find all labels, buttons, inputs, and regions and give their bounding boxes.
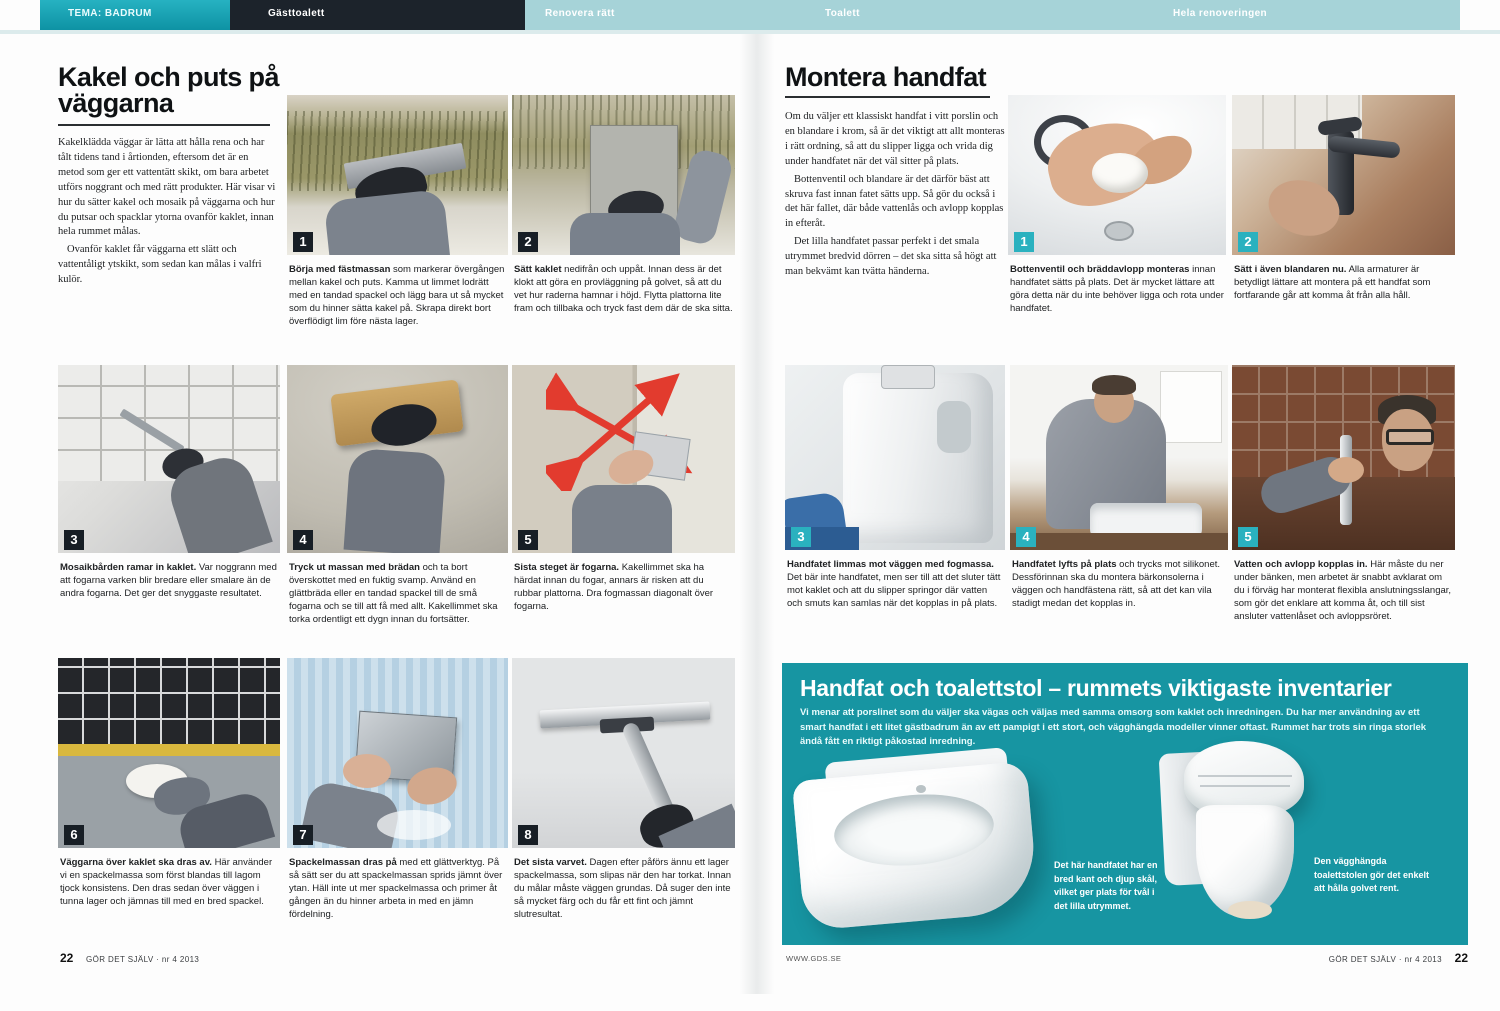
step-caption [289, 856, 506, 922]
step-caption-text: med ett glättverktyg. På så sätt ser du att spackelmassan sprids jämnt över ytan. Häll inte ut mer spackelmassa och primer åt gången än du hinner arbeta in med en jämn fördelning. [289, 857, 503, 921]
photo-sealant-canister [785, 365, 1005, 550]
step-card [287, 658, 508, 922]
step-number-badge: 1 [293, 232, 313, 252]
photo-skim-coat [287, 658, 508, 848]
tab-label: Renovera rätt [545, 8, 615, 19]
step-number-badge: 3 [791, 527, 811, 547]
hand-icon [343, 754, 391, 788]
intro-paragraph: Bottenventil och blandare är det därför bäst att skruva fast innan fatet sätts upp. Så gör du också i det här fallet, där både vattenlås och avlopp kopplas in efteråt. [785, 173, 1004, 230]
photo-connecting-pipes [1232, 365, 1455, 550]
intro-paragraph: Kakelklädda väggar är lätta att hålla rena och har tålt tidens tand i årtionden, eftersom det är en metod som ger ett vattentätt skikt, om bara arbetet utförs noggrant och med rätt produkter. Här visar vi hur du sätter kakel och mosaik på väggarna och hur du putsar och spacklar ytorna ovanför kaklet, innan hela rummet målas. [58, 137, 276, 238]
decor [324, 189, 451, 255]
photo-mixer-tap [1232, 95, 1455, 255]
tab-label: Gästtoalett [268, 8, 325, 19]
photo-grouting-direction [512, 365, 735, 553]
infobox-annotation: Den vägghängda toalettstolen gör det enkelt att hålla golvet rent. [1314, 856, 1430, 893]
intro-paragraph: Om du väljer ett klassiskt handfat i vitt porslin och en blandare i krom, så är det viktigt att allt monteras i rätt ordning, så att du slipper ligga och vrida dig under handfatet när det väl sitter på plats. [785, 111, 1005, 167]
step-caption [1234, 558, 1453, 624]
step-caption-text: Var noggrann med att fogarna varken blir bredare eller smalare än de andra fogarna. Det ger det snyggaste resultatet. [60, 562, 277, 600]
step-caption [787, 558, 1003, 610]
right-page-footer [1240, 951, 1468, 965]
decor [1010, 533, 1228, 550]
step-number-badge: 3 [64, 530, 84, 550]
step-number-badge: 5 [1238, 527, 1258, 547]
decor [58, 658, 280, 744]
step-number-badge: 2 [1238, 232, 1258, 252]
decor [937, 401, 971, 453]
decor [1198, 775, 1292, 777]
decor [344, 448, 447, 553]
step-caption-text: Kakellimmet ska ha härdat innan du fogar, annars är risken att du rubbar plattorna. Dra fogmassan diagonalt över fogarna. [514, 562, 714, 613]
step-number-badge: 8 [518, 825, 538, 845]
canister-cap-icon [881, 365, 935, 389]
page-number: 22 [1454, 951, 1468, 965]
step-number-badge: 1 [1014, 232, 1034, 252]
step-caption [60, 561, 278, 600]
step-number-badge: 7 [293, 825, 313, 845]
canister-icon [843, 373, 993, 543]
step-card [58, 658, 280, 908]
putty-blob-icon [1092, 153, 1148, 193]
intro-paragraph: Det lilla handfatet passar perfekt i det smala utrymmet bredvid dörren – det ska sitta så högt att man bekvämt kan tvätta händerna. [785, 236, 997, 278]
tab-label: TEMA: BADRUM [68, 8, 152, 19]
tab-gasttoalett [230, 0, 525, 30]
page-number: 22 [60, 951, 74, 965]
photo-setting-tile [512, 95, 735, 255]
step-caption-lead: Handfatet limmas mot väggen med fogmassa. [787, 559, 994, 570]
step-caption-text: innan handfatet sätts på plats. Det är mycket lättare att göra detta när du inte behöver ligga och rota under handfatet. [1010, 264, 1224, 315]
step-card [512, 95, 735, 315]
toilet-product-image [1162, 741, 1322, 941]
left-page-intro [58, 136, 276, 291]
step-card [287, 365, 508, 627]
step-number-badge: 6 [64, 825, 84, 845]
step-caption-text: och ta bort överskottet med en fuktig svamp. Använd en glättbräda eller en tandad spackel till de små fogarna och se till att få med allt. Kakellimmet ska torka ordentligt ett dygn innan du fortsätter. [289, 562, 498, 626]
glasses-icon [1386, 429, 1434, 445]
step-caption-lead: Mosaikbården ramar in kaklet. [60, 562, 197, 573]
infobox [782, 663, 1468, 945]
photo-smoothing-blade [512, 658, 735, 848]
washbasin-product-image [798, 755, 1038, 940]
title-rule [58, 124, 270, 126]
step-caption-lead: Det sista varvet. [514, 857, 587, 868]
step-caption-lead: Bottenventil och bräddavlopp monteras [1010, 264, 1190, 275]
step-card [287, 95, 508, 329]
footer-credit: GÖR DET SJÄLV · nr 4 2013 [85, 955, 200, 964]
infobox-body: Vi menar att porslinet som du väljer ska vägas och väljas med samma omsorg som kaklet och inredningen. Du har mer användning av ett smart handfat i ett litet gästbadrum än av ett pampigt i ett stort, och vägghängda modeller vinner oftast. Rummet har trots sin ringa storlek ändå fått en riktigt påkostad inredning. [800, 707, 1427, 748]
step-caption [289, 561, 506, 627]
drain-hole-icon [1104, 221, 1134, 241]
step-caption-text: nedifrån och uppåt. Innan dess är det klokt att göra en provläggning på golvet, så att du vet hur raderna hamnar i höjd. Flytta plattorna lite fram och tillbaka och tryck fast dem där de ska sitta. [514, 264, 733, 315]
step-caption-text: Alla armaturer är betydligt lättare att montera på ett handfat som fortfarande går att komma åt från alla håll. [1234, 264, 1431, 302]
decor [1200, 785, 1290, 787]
infobox-title: Handfat och toalettstol – rummets viktigaste inventarier [800, 675, 1392, 701]
infobox-annotation: Det här handfatet har en bred kant och djup skål, vilket ger plats för tvål i det lilla utrymmet. [1054, 860, 1158, 911]
photo-mosaic-border [58, 365, 280, 553]
tap-hole-icon [916, 785, 926, 793]
title-rule [785, 96, 990, 98]
step-card [1232, 365, 1455, 624]
photo-putty-on-basin [1008, 95, 1226, 255]
decor [58, 744, 280, 756]
tab-tema-badrum [40, 0, 230, 30]
step-caption-text: som markerar övergången mellan kakel och puts. Kamma ut limmet lodrätt med en tandad spackel och lägg bara ut så mycket som du hinner sätta kakel på. Skrapa direkt bort överflödigt lim före nästa lager. [289, 264, 505, 328]
step-number-badge: 2 [518, 232, 538, 252]
photo-wooden-float [287, 365, 508, 553]
step-number-badge: 5 [518, 530, 538, 550]
decor [1092, 375, 1136, 395]
tab-label: Hela renoveringen [1173, 8, 1268, 19]
step-caption-lead: Handfatet lyfts på plats [1012, 559, 1117, 570]
step-card [1010, 365, 1228, 610]
step-caption [1234, 263, 1453, 302]
step-caption-lead: Börja med fästmassan [289, 264, 391, 275]
step-caption-lead: Spackelmassan dras på [289, 857, 397, 868]
photo-lifting-basin [1010, 365, 1228, 550]
step-caption [1010, 263, 1224, 315]
step-caption-text: Det bär inte handfatet, men ser till att det sluter tätt mot kaklet och att du slipper springor där vatten och smuts kan samlas när det kopplas in på plats. [787, 572, 1001, 610]
step-caption-lead: Vatten och avlopp kopplas in. [1234, 559, 1368, 570]
page-gutter [740, 34, 774, 994]
photo-dark-mosaic-filler [58, 658, 280, 848]
step-caption [514, 856, 733, 922]
step-card [512, 658, 735, 922]
footer-credit: GÖR DET SJÄLV · nr 4 2013 [1328, 955, 1443, 964]
step-caption-lead: Sätt kaklet [514, 264, 562, 275]
step-number-badge: 4 [293, 530, 313, 550]
step-caption [60, 856, 278, 908]
decor [377, 810, 451, 840]
step-caption [1012, 558, 1226, 610]
step-caption-text: och trycks mot silikonet. Dessförinnan ska du montera bärkonsolerna i väggen och handfästena rätt, så att det kan vila stadigt medan det kopplas in. [1012, 559, 1221, 610]
right-page-intro [785, 110, 1005, 283]
step-card [1008, 95, 1226, 315]
decor [1160, 371, 1222, 443]
step-caption [289, 263, 506, 329]
step-caption-text: Här använder vi en spackelmassa som först blandas till lagom tjock konsistens. Den dras sedan över väggen i tunna lager och jämnas till med en bred spackel. [60, 857, 273, 908]
left-page-title: Kakel och puts på väggarna [58, 62, 279, 119]
step-caption [514, 263, 733, 315]
decor [572, 485, 672, 553]
intro-paragraph: Ovanför kaklet får väggarna ett slätt och vattentåligt ytskikt, som sedan kan målas i valfri kulör. [58, 244, 262, 286]
left-page-footer [60, 951, 199, 965]
step-caption-lead: Tryck ut massan med brädan [289, 562, 420, 573]
hand-icon [1328, 457, 1364, 483]
tab-label: Toalett [825, 8, 860, 19]
photo-combing-adhesive [287, 95, 508, 255]
step-caption-lead: Sista steget är fogarna. [514, 562, 620, 573]
step-caption [514, 561, 733, 613]
right-page-title: Montera handfat [785, 62, 987, 92]
right-page-footer-site: WWW.GDS.SE [786, 954, 842, 963]
step-card [58, 365, 280, 600]
decor [1228, 901, 1272, 919]
step-caption-text: Dagen efter påförs ännu ett lager spackelmassa, som slipas när den har torkat. Innan du målar måste väggen grundas. Då suger den inte så mycket färg och du får ett fint och jämnt slutresultat. [514, 857, 732, 921]
decor [570, 213, 680, 255]
tab-strip [525, 0, 1460, 30]
step-card [785, 365, 1005, 610]
step-caption-lead: Väggarna över kaklet ska dras av. [60, 857, 212, 868]
step-caption-lead: Sätt i även blandaren nu. [1234, 264, 1347, 275]
step-card [1232, 95, 1455, 302]
step-card [512, 365, 735, 613]
step-number-badge: 4 [1016, 527, 1036, 547]
step-caption-text: Här måste du ner under bänken, men arbetet är snabbt avklarat om du i förväg har monterat flexibla anslutningsslangar, som gör det enklare att komma åt, och till sist ansluter vattenlåset och avloppsröret. [1234, 559, 1452, 623]
